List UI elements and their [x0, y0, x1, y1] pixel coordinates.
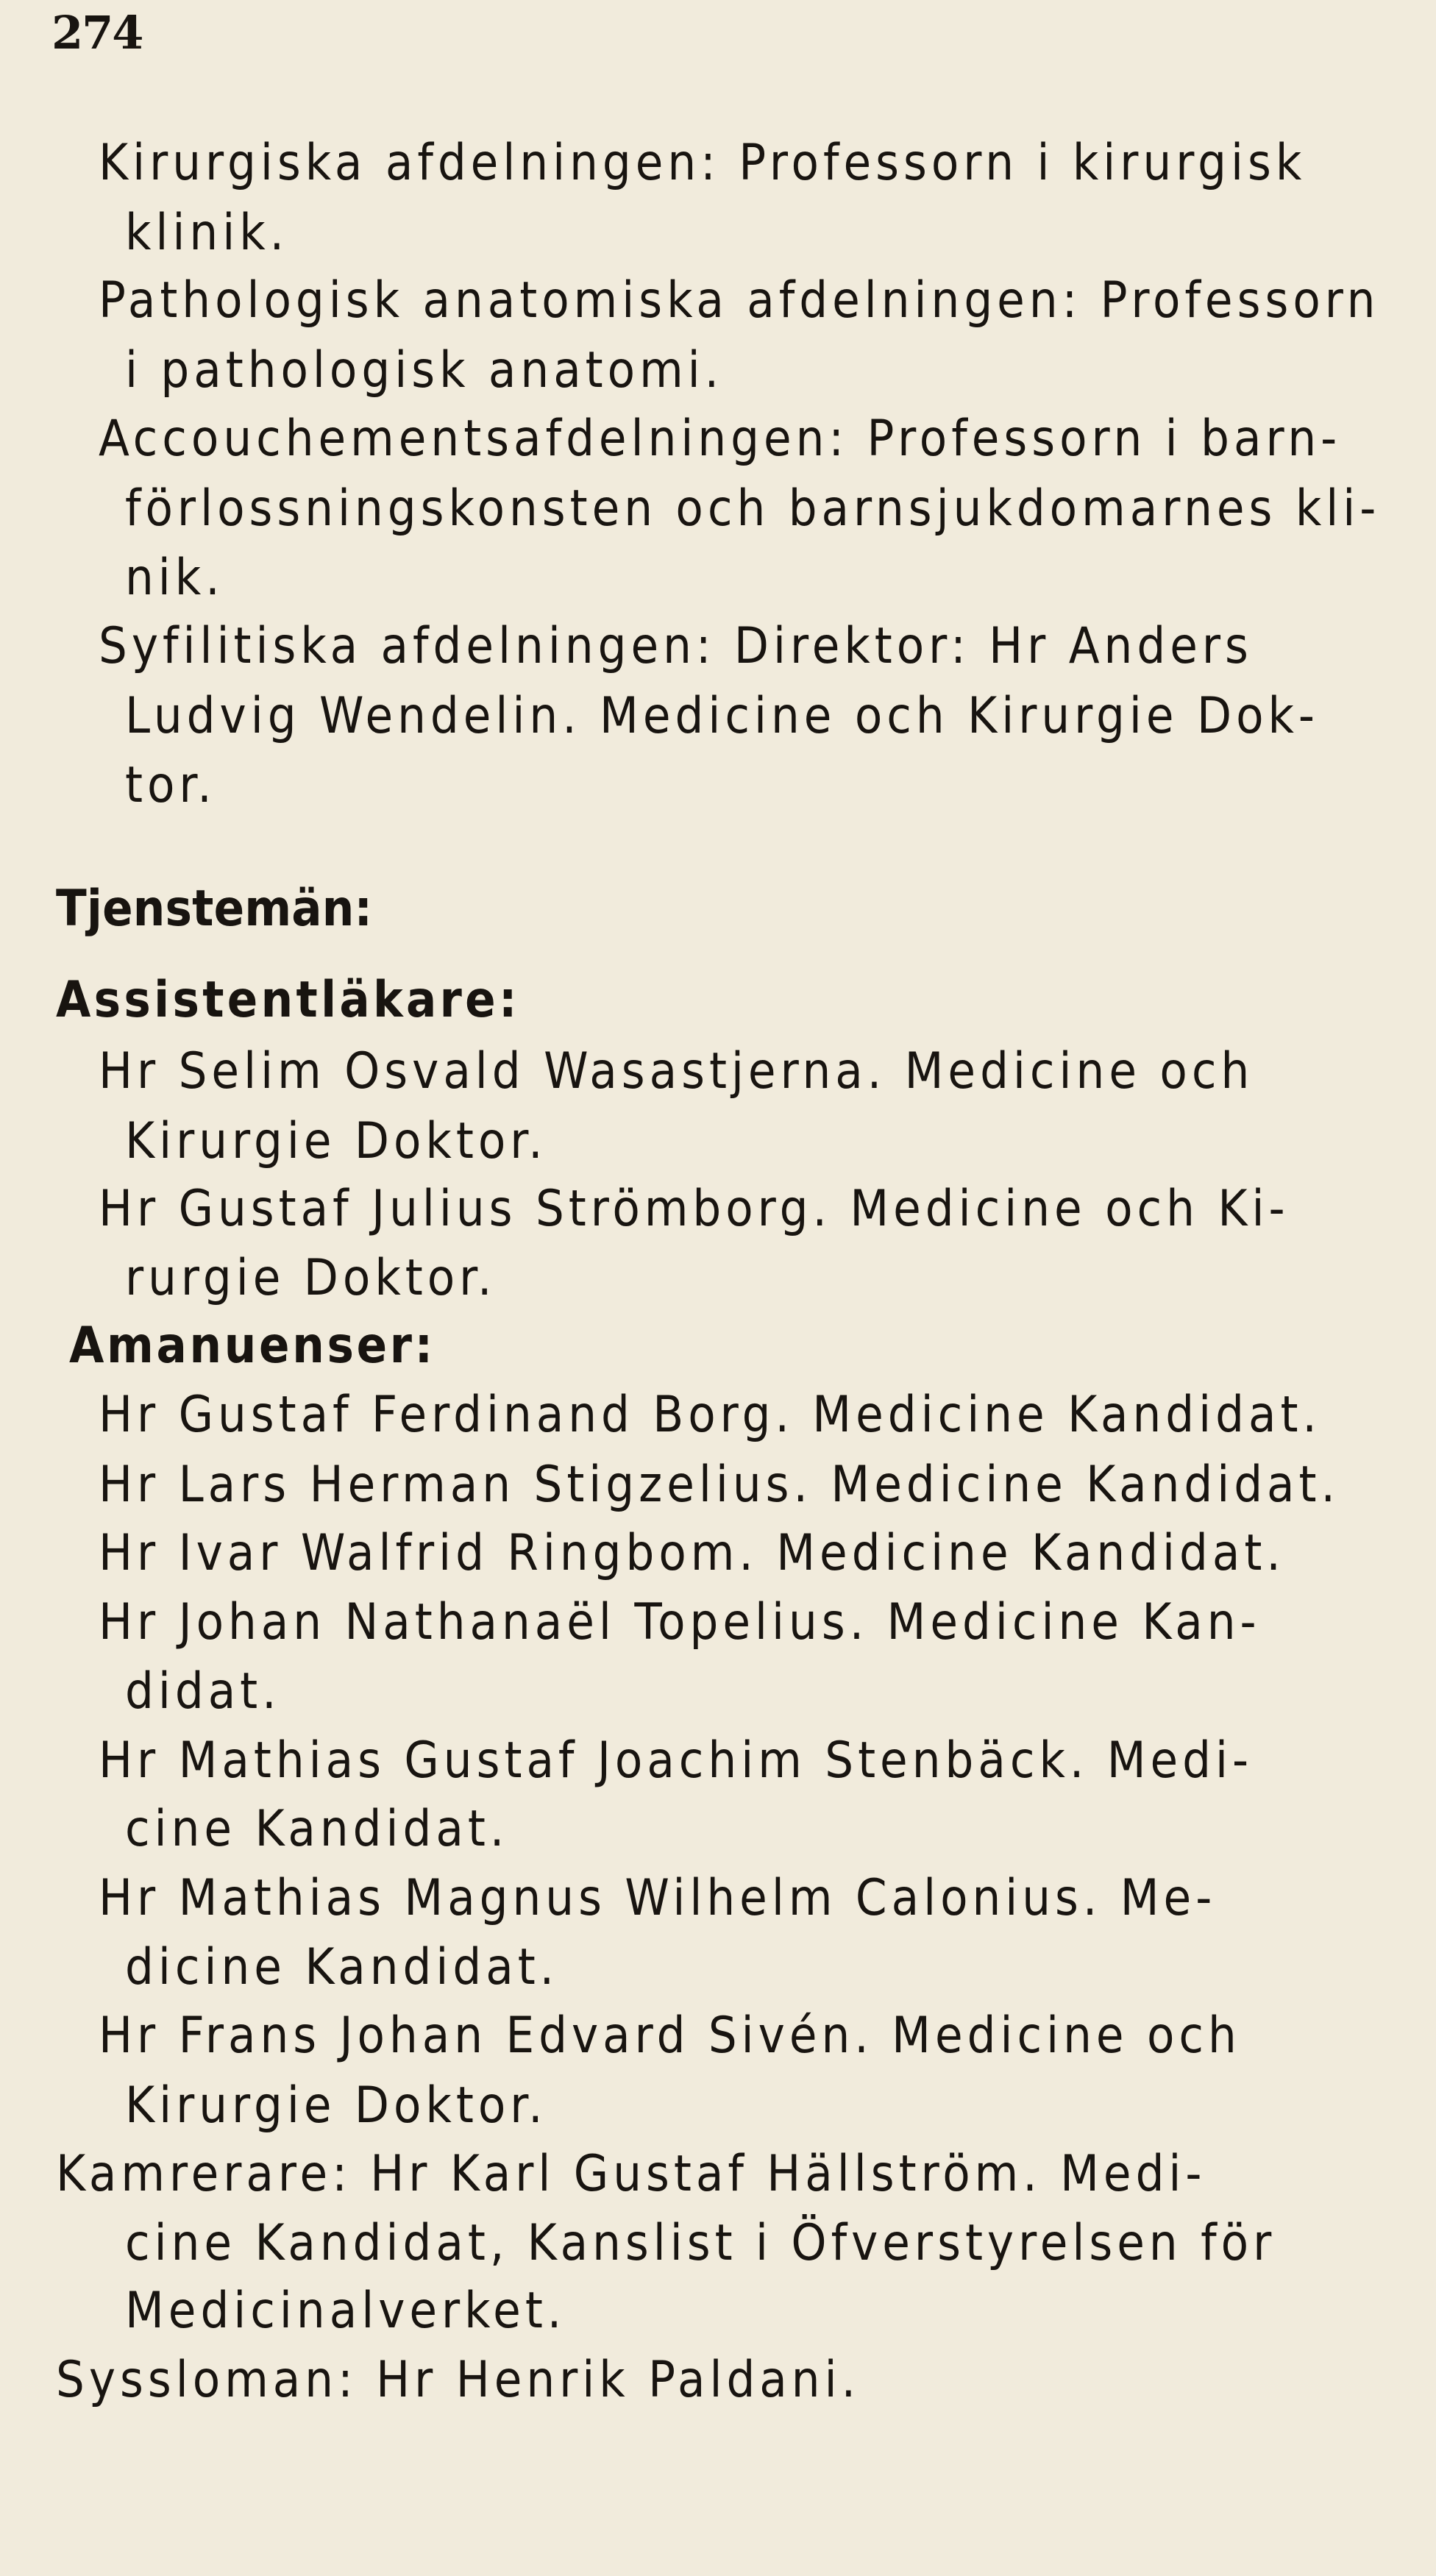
text-line: förlossningskonsten och barnsjukdomarnes kli- — [125, 480, 1381, 538]
text-line: Syssloman: Hr Henrik Paldani. — [56, 2351, 860, 2409]
text-line: dicine Kandidat. — [125, 1938, 559, 1996]
text-line: Hr Mathias Gustaf Joachim Stenbäck. Medi- — [99, 1732, 1254, 1790]
text-line: rurgie Doktor. — [125, 1249, 497, 1307]
text-line: Ludvig Wendelin. Medicine och Kirurgie Dok- — [125, 687, 1320, 745]
text-line: Hr Gustaf Julius Strömborg. Medicine och Ki- — [99, 1180, 1290, 1238]
text-line: tor. — [125, 756, 216, 814]
text-line: Hr Lars Herman Stigzelius. Medicine Kandidat. — [99, 1456, 1340, 1514]
text-line: Pathologisk anatomiska afdelningen: Professorn — [99, 271, 1380, 330]
text-line: Kirurgie Doktor. — [125, 2077, 547, 2135]
text-line: klinik. — [125, 204, 289, 262]
text-line: Kamrerare: Hr Karl Gustaf Hällström. Medi- — [56, 2145, 1206, 2203]
section-heading: Assistentläkare: — [56, 971, 520, 1029]
page-number: 274 — [51, 6, 143, 60]
text-line: cine Kandidat, Kanslist i Öfverstyrelsen för — [125, 2214, 1276, 2272]
text-line: Hr Frans Johan Edvard Sivén. Medicine och — [99, 2007, 1241, 2065]
section-heading: Amanuenser: — [69, 1317, 436, 1375]
text-line: Hr Gustaf Ferdinand Borg. Medicine Kandidat. — [99, 1386, 1321, 1444]
section-heading: Tjenstemän: — [56, 880, 373, 938]
text-line: Hr Johan Nathanaël Topelius. Medicine Kan- — [99, 1593, 1261, 1651]
text-line: Hr Mathias Magnus Wilhelm Calonius. Me- — [99, 1869, 1217, 1927]
text-line: Hr Selim Osvald Wasastjerna. Medicine och — [99, 1042, 1254, 1100]
text-line: Kirurgiska afdelningen: Professorn i kirurgisk — [99, 134, 1307, 192]
text-line: didat. — [125, 1662, 281, 1721]
text-line: Medicinalverket. — [125, 2282, 566, 2340]
text-line: Kirurgie Doktor. — [125, 1112, 547, 1170]
text-line: Hr Ivar Walfrid Ringbom. Medicine Kandidat. — [99, 1524, 1285, 1582]
text-line: nik. — [125, 549, 224, 607]
text-line: cine Kandidat. — [125, 1800, 509, 1858]
text-line: Syfilitiska afdelningen: Direktor: Hr Anders — [99, 617, 1253, 675]
text-line: Accouchementsafdelningen: Professorn i barn- — [99, 410, 1342, 468]
text-line: i pathologisk anatomi. — [125, 341, 724, 399]
